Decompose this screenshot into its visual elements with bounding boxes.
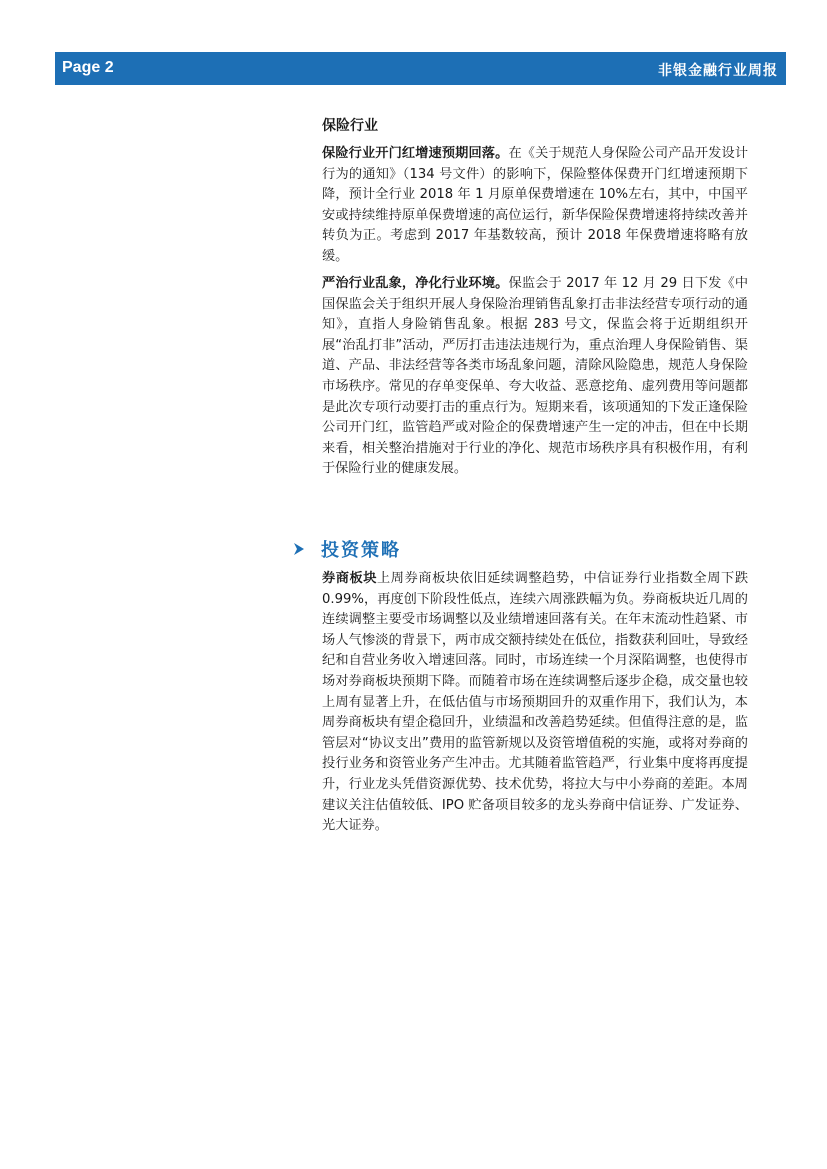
strategy-paragraph [322, 569, 748, 837]
header-bar [55, 52, 786, 85]
insurance-paragraph-2 [322, 274, 748, 480]
paragraph-lead: 券商板块 [322, 571, 378, 586]
paragraph-body: 保监会于 2017 年 12 月 29 日下发《中国保监会关于组织开展人身保险治理销售乱象打击非法经营专项行动的通知》，直指人身险销售乱象。根据 283 号文，保监会将于近期组织开展“治乱打非”活动，严厉打击违法违规行为，重点治理人身保险销售、渠道、产品、非法经营等各类市场乱象问题，清除风险隐患，规范人身保险市场秩序。常见的存单变保单、夸大收益、恶意挖角、虚列费用等问题都是此次专项行动要打击的重点行为。短期来看，该项通知的下发正逢保险公司开门红，监管趋严或对险企的保费增速产生一定的冲击，但在中长期来看，相关整治措施对于行业的净化、规范市场秩序具有积极作用，有利于保险行业的健康发展。 [322, 276, 749, 477]
paragraph-lead: 严治行业乱象，净化行业环境。 [322, 276, 509, 291]
insurance-paragraph-1 [322, 144, 748, 268]
page-number: Page 2 [62, 59, 114, 76]
paragraph-body: 上周券商板块依旧延续调整趋势，中信证券行业指数全周下跌 0.99%，再度创下阶段性低点，连续六周涨跌幅为负。券商板块近几周的连续调整主要受市场调整以及业绩增速回落有关。在年末流动性趋紧、市场人气惨淡的背景下，两市成交额持续处在低位，指数获利回吐，导致经纪和自营业务收入增速回落。同时，市场连续一个月深陷调整，也使得市场对券商板块预期下降。而随着市场在连续调整后逐步企稳，成交量也较上周有显著上升，在低估值与市场预期回升的双重作用下，我们认为，本周券商板块有望企稳回升，业绩温和改善趋势延续。但值得注意的是，监管层对“协议支出”费用的监管新规以及资管增值税的实施，或将对券商的投行业务和资管业务产生冲击。尤其随着监管趋严，行业集中度将再度提升，行业龙头凭借资源优势、技术优势，将拉大与中小券商的差距。本周建议关注估值较低、IPO 贮备项目较多的龙头券商中信证券、广发证券、光大证券。 [322, 571, 749, 834]
strategy-heading [292, 536, 401, 562]
report-title: 非银金融行业周报 [658, 63, 778, 79]
strategy-title: 投资策略 [321, 540, 401, 561]
section-heading-insurance: 保险行业 [322, 118, 378, 134]
paragraph-body: 在《关于规范人身保险公司产品开发设计行为的通知》（134 号文件）的影响下，保险整体保费开门红增速预期下降，预计全行业 2018 年 1 月原单保费增速在 10%左右，其中，中国平安或持续维持原单保费增速的高位运行，新华保险保费增速将持续改善并转负为正。考虑到 2017 年基数较高，预计 2018 年保费增速将略有放缓。 [322, 146, 749, 264]
arrow-right-icon [292, 542, 306, 556]
paragraph-lead: 保险行业开门红增速预期回落。 [322, 146, 509, 161]
